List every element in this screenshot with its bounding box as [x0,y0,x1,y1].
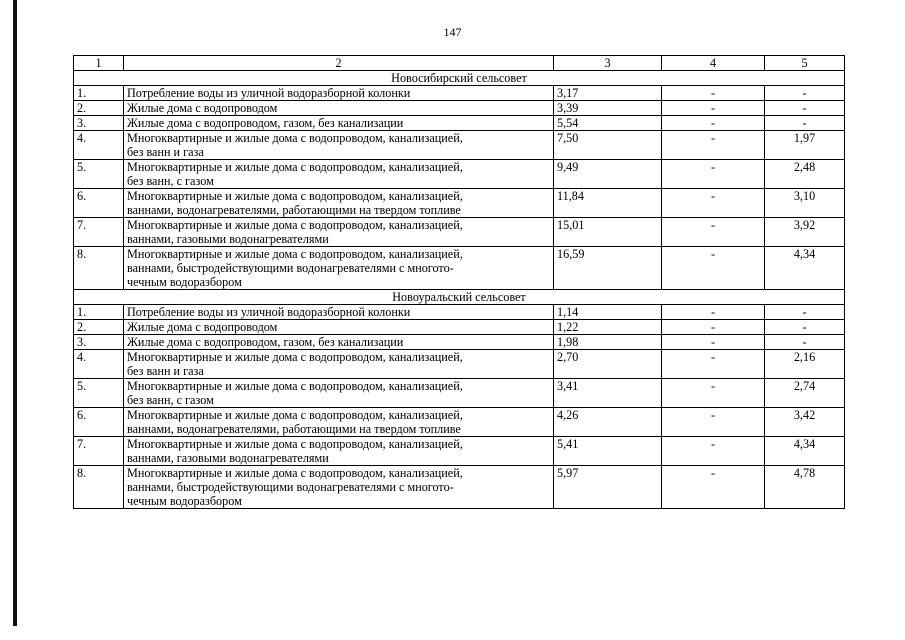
table-body [74,56,845,509]
row-value-col4: - [662,408,765,437]
row-value-col4: - [662,218,765,247]
row-value-col4: - [662,116,765,131]
table-row [74,189,845,218]
row-value-col3: 5,41 [554,437,662,466]
row-value-col4: - [662,350,765,379]
row-number: 5. [74,160,124,189]
row-description: Жилые дома с водопроводом [124,320,554,335]
row-value-col4: - [662,86,765,101]
header-row [74,56,845,71]
row-description: Потребление воды из уличной водоразборной колонки [124,305,554,320]
row-description: Многоквартирные и жилые дома с водопроводом, канализацией, ваннами, быстродействующими водонагревателями с многото- чечным водоразбором [124,466,554,509]
table-row [74,466,845,509]
row-value-col3: 1,98 [554,335,662,350]
table-row [74,320,845,335]
table-row [74,437,845,466]
row-number: 7. [74,218,124,247]
row-description: Многоквартирные и жилые дома с водопроводом, канализацией, ваннами, газовыми водонагревателями [124,218,554,247]
row-value-col3: 9,49 [554,160,662,189]
row-value-col5: 3,42 [765,408,845,437]
row-value-col5: - [765,335,845,350]
row-value-col4: - [662,305,765,320]
row-number: 7. [74,437,124,466]
row-value-col5: 4,34 [765,247,845,290]
row-value-col4: - [662,320,765,335]
row-value-col3: 5,97 [554,466,662,509]
row-value-col3: 3,17 [554,86,662,101]
row-value-col5: - [765,320,845,335]
table-row [74,305,845,320]
row-value-col5: - [765,305,845,320]
row-value-col5: 3,92 [765,218,845,247]
row-description: Жилые дома с водопроводом, газом, без канализации [124,335,554,350]
row-value-col4: - [662,335,765,350]
page-number: 147 [443,25,462,39]
row-value-col3: 3,41 [554,379,662,408]
row-number: 4. [74,350,124,379]
row-value-col3: 15,01 [554,218,662,247]
row-value-col5: 3,10 [765,189,845,218]
table-row [74,247,845,290]
row-number: 1. [74,305,124,320]
row-number: 6. [74,189,124,218]
row-value-col3: 7,50 [554,131,662,160]
row-number: 5. [74,379,124,408]
header-cell: 4 [662,56,765,71]
row-value-col4: - [662,131,765,160]
row-value-col3: 1,22 [554,320,662,335]
water-norms-table [73,55,845,509]
row-value-col4: - [662,379,765,408]
header-cell: 1 [74,56,124,71]
table-row [74,335,845,350]
row-value-col5: 1,97 [765,131,845,160]
section-title: Новоуральский сельсовет [74,290,845,305]
table-row [74,101,845,116]
table-row [74,408,845,437]
row-description: Многоквартирные и жилые дома с водопроводом, канализацией, без ванн, с газом [124,160,554,189]
section-header-row [74,71,845,86]
row-value-col3: 1,14 [554,305,662,320]
row-number: 2. [74,101,124,116]
section-title: Новосибирский сельсовет [74,71,845,86]
row-number: 2. [74,320,124,335]
row-value-col3: 16,59 [554,247,662,290]
row-description: Многоквартирные и жилые дома с водопроводом, канализацией, без ванн и газа [124,350,554,379]
row-value-col3: 5,54 [554,116,662,131]
row-value-col5: - [765,101,845,116]
row-description: Жилые дома с водопроводом [124,101,554,116]
row-value-col5: - [765,86,845,101]
table-row [74,131,845,160]
section-header-row [74,290,845,305]
row-number: 8. [74,247,124,290]
row-value-col4: - [662,189,765,218]
row-value-col3: 11,84 [554,189,662,218]
row-description: Многоквартирные и жилые дома с водопроводом, канализацией, ваннами, водонагревателями, работающими на твердом топливе [124,189,554,218]
row-number: 3. [74,335,124,350]
row-value-col3: 3,39 [554,101,662,116]
row-value-col3: 2,70 [554,350,662,379]
row-description: Многоквартирные и жилые дома с водопроводом, канализацией, ваннами, быстродействующими водонагревателями с многото- чечным водоразбором [124,247,554,290]
scan-edge-bar [13,0,17,626]
row-value-col4: - [662,466,765,509]
row-number: 3. [74,116,124,131]
row-description: Многоквартирные и жилые дома с водопроводом, канализацией, ваннами, водонагревателями, работающими на твердом топливе [124,408,554,437]
table-row [74,379,845,408]
table-row [74,350,845,379]
row-value-col5: 4,34 [765,437,845,466]
row-description: Жилые дома с водопроводом, газом, без канализации [124,116,554,131]
row-value-col4: - [662,247,765,290]
table-row [74,160,845,189]
row-value-col4: - [662,101,765,116]
row-number: 6. [74,408,124,437]
header-cell: 2 [124,56,554,71]
row-value-col5: - [765,116,845,131]
row-value-col5: 2,16 [765,350,845,379]
row-number: 8. [74,466,124,509]
header-cell: 5 [765,56,845,71]
row-value-col4: - [662,160,765,189]
row-value-col5: 4,78 [765,466,845,509]
row-description: Потребление воды из уличной водоразборной колонки [124,86,554,101]
row-number: 1. [74,86,124,101]
table-row [74,86,845,101]
table-row [74,116,845,131]
row-value-col4: - [662,437,765,466]
row-description: Многоквартирные и жилые дома с водопроводом, канализацией, без ванн, с газом [124,379,554,408]
row-description: Многоквартирные и жилые дома с водопроводом, канализацией, ваннами, газовыми водонагревателями [124,437,554,466]
row-value-col5: 2,48 [765,160,845,189]
row-value-col3: 4,26 [554,408,662,437]
table-row [74,218,845,247]
row-number: 4. [74,131,124,160]
header-cell: 3 [554,56,662,71]
row-value-col5: 2,74 [765,379,845,408]
row-description: Многоквартирные и жилые дома с водопроводом, канализацией, без ванн и газа [124,131,554,160]
